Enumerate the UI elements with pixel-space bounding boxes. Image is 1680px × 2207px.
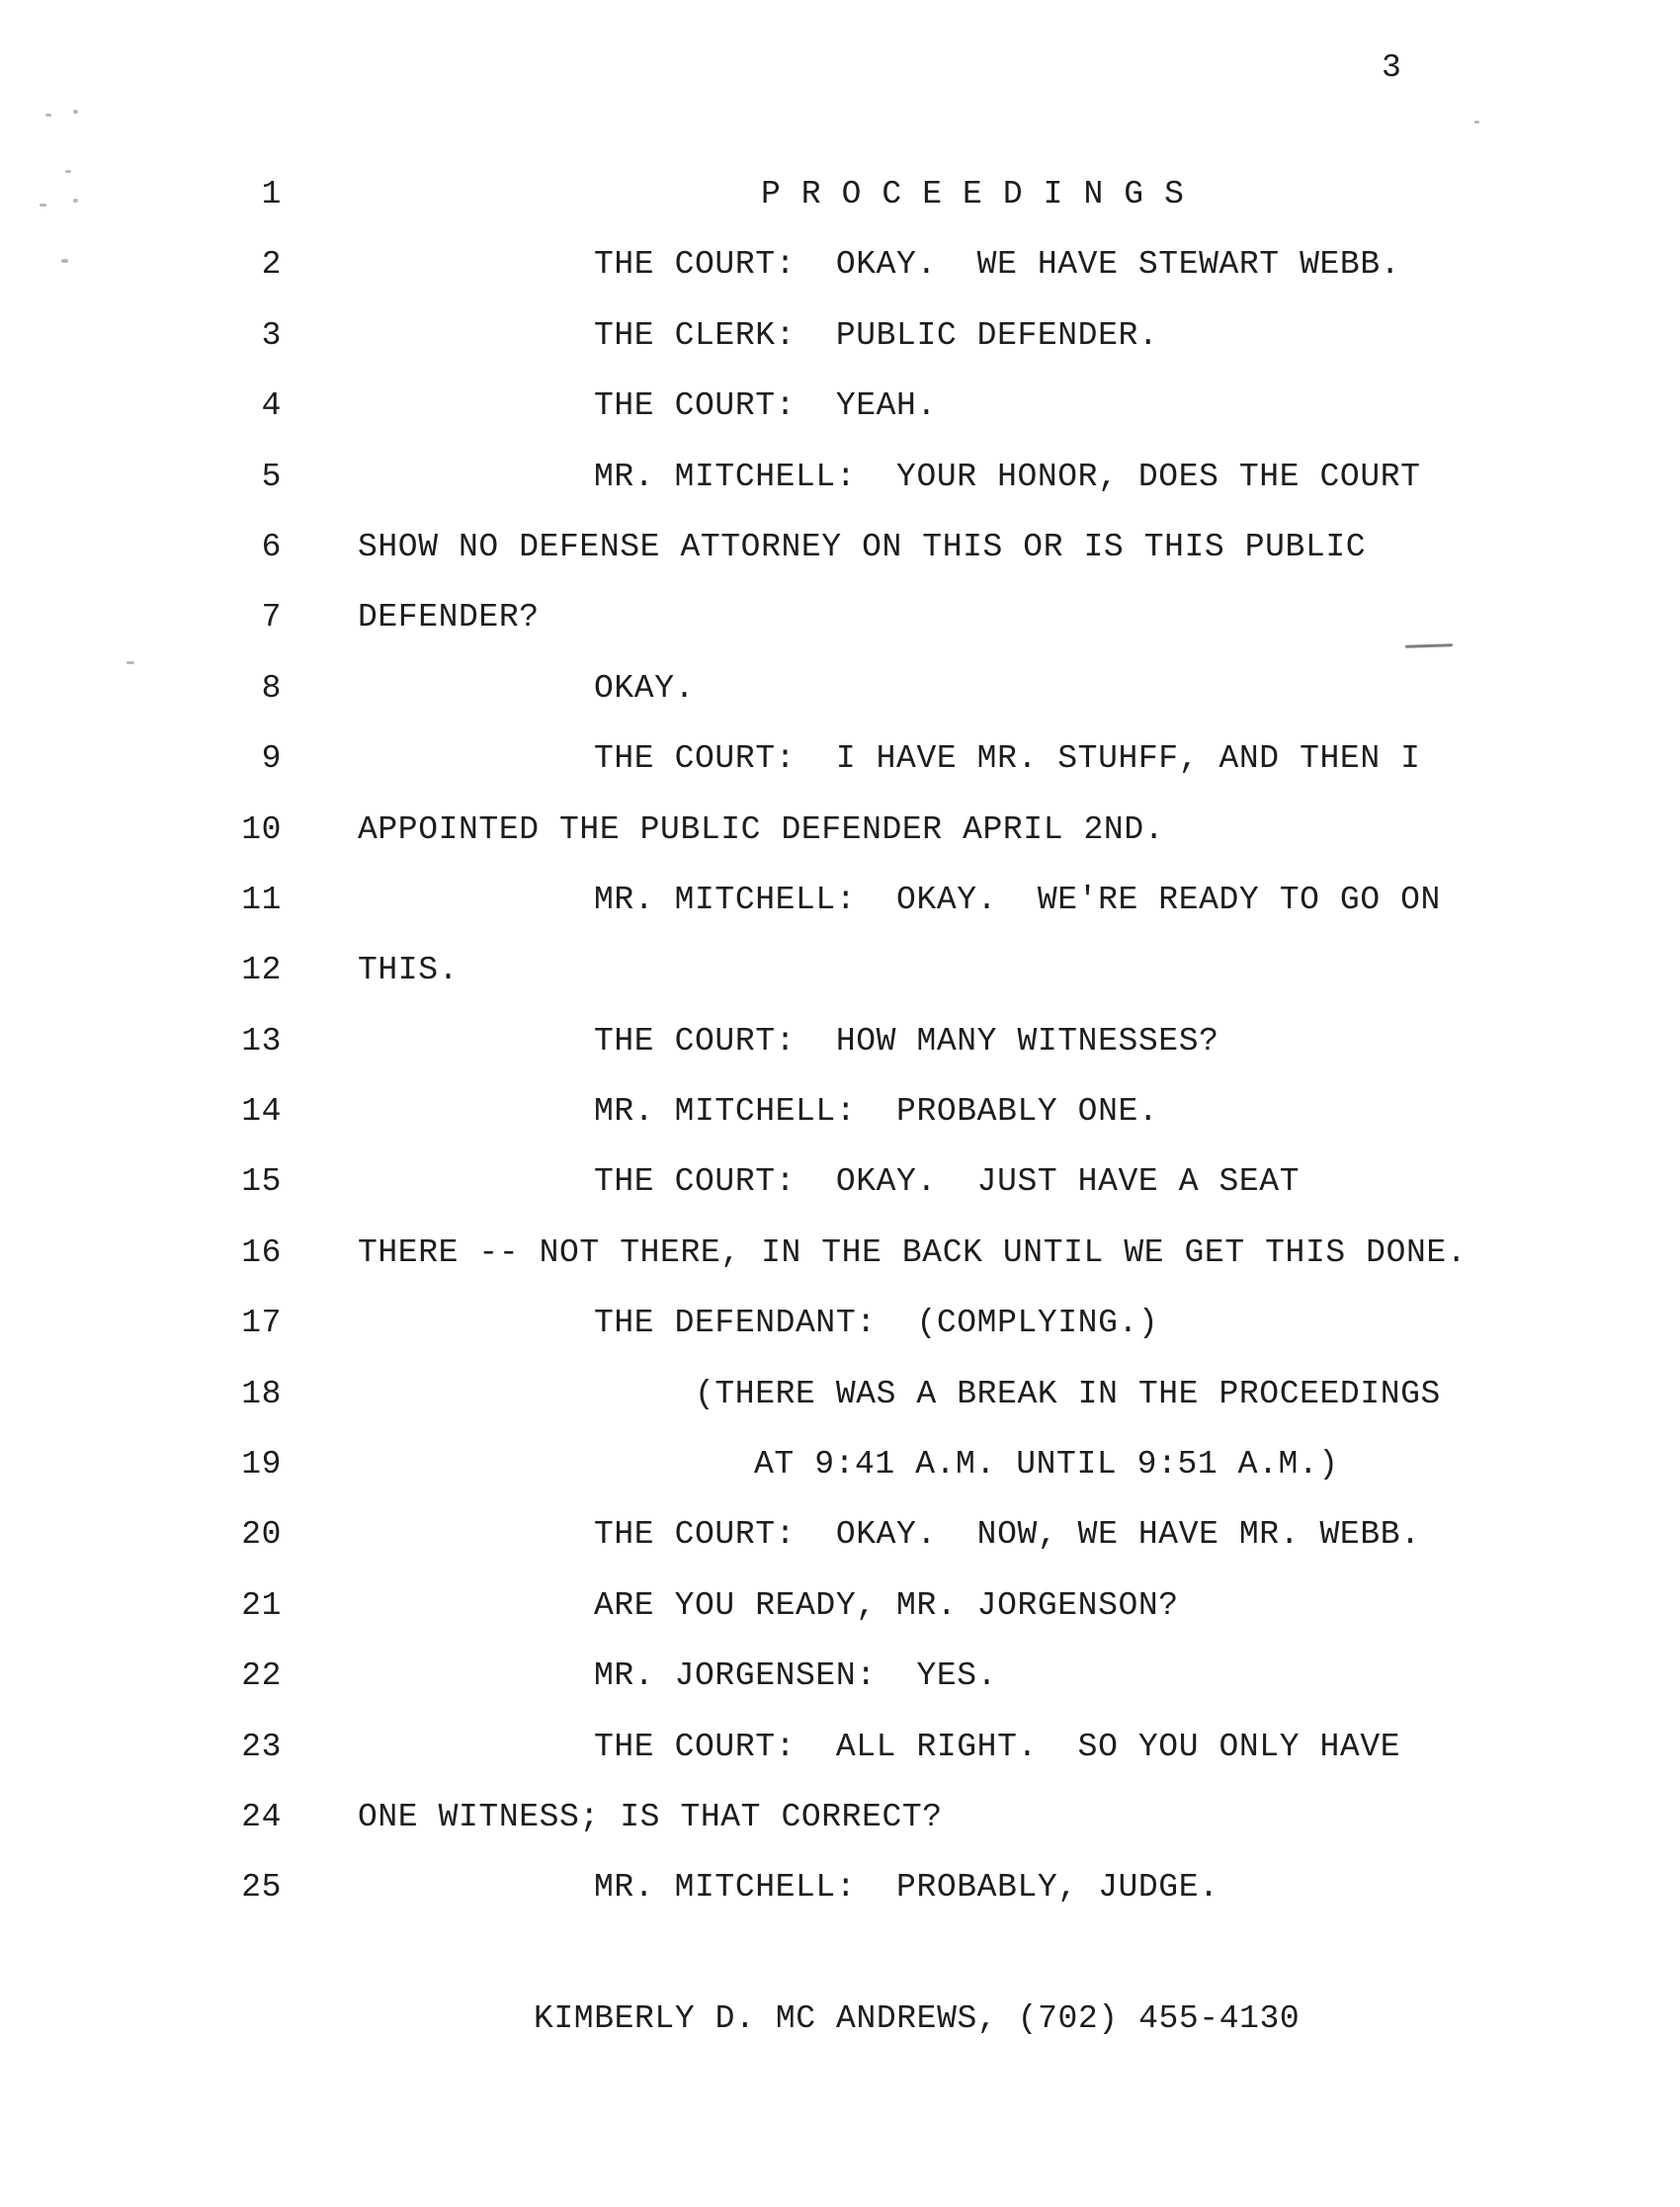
line-number: 11 bbox=[241, 881, 282, 918]
line-text: MR. MITCHELL: PROBABLY ONE. bbox=[594, 1093, 1159, 1131]
transcript-line bbox=[0, 459, 1680, 529]
line-text: DEFENDER? bbox=[358, 599, 540, 637]
line-number: 7 bbox=[261, 599, 282, 637]
transcript-line bbox=[0, 387, 1680, 458]
transcript-line bbox=[0, 882, 1680, 952]
line-text: MR. MITCHELL: PROBABLY, JUDGE. bbox=[594, 1869, 1219, 1907]
line-text: ARE YOU READY, MR. JORGENSON? bbox=[594, 1586, 1179, 1624]
scan-artifact bbox=[1474, 121, 1479, 124]
line-text: THE CLERK: PUBLIC DEFENDER. bbox=[594, 316, 1159, 354]
reporter-footer: KIMBERLY D. MC ANDREWS, (702) 455-4130 bbox=[534, 2000, 1301, 2037]
line-number: 12 bbox=[241, 952, 282, 989]
line-number: 10 bbox=[241, 810, 282, 848]
line-text: THE COURT: YEAH. bbox=[594, 387, 937, 425]
transcript-line bbox=[0, 1869, 1680, 1939]
line-number: 6 bbox=[261, 528, 282, 565]
transcript-line bbox=[0, 952, 1680, 1022]
line-number: 4 bbox=[261, 387, 282, 425]
line-number: 15 bbox=[241, 1163, 282, 1201]
line-text: SHOW NO DEFENSE ATTORNEY ON THIS OR IS THIS PUBLIC bbox=[358, 528, 1367, 565]
transcript-line bbox=[0, 529, 1680, 599]
line-number: 14 bbox=[241, 1093, 282, 1131]
transcript-line bbox=[0, 1729, 1680, 1799]
scan-artifact bbox=[73, 110, 78, 114]
line-text: THERE -- NOT THERE, IN THE BACK UNTIL WE GET THIS DONE. bbox=[358, 1233, 1468, 1271]
line-text: THE COURT: OKAY. WE HAVE STEWART WEBB. bbox=[594, 246, 1401, 284]
page-number: 3 bbox=[1382, 49, 1402, 86]
transcript-line bbox=[0, 811, 1680, 882]
transcript-line bbox=[0, 670, 1680, 740]
line-number: 16 bbox=[241, 1233, 282, 1271]
line-number: 24 bbox=[241, 1798, 282, 1835]
transcript-line bbox=[0, 1305, 1680, 1375]
transcript-line bbox=[0, 599, 1680, 669]
transcript-line bbox=[0, 1376, 1680, 1446]
line-text: OKAY. bbox=[594, 669, 696, 707]
scan-artifact bbox=[65, 170, 71, 173]
line-text: THE DEFENDANT: (COMPLYING.) bbox=[594, 1305, 1159, 1342]
transcript-line bbox=[0, 1516, 1680, 1586]
transcript-line bbox=[0, 1446, 1680, 1516]
transcript-line bbox=[0, 1657, 1680, 1728]
transcript-line bbox=[0, 317, 1680, 387]
line-number: 5 bbox=[261, 458, 282, 495]
line-text: P R O C E E D I N G S bbox=[761, 176, 1185, 212]
scan-artifact bbox=[40, 204, 46, 207]
line-text: THE COURT: OKAY. JUST HAVE A SEAT bbox=[594, 1163, 1301, 1201]
transcript-line bbox=[0, 1587, 1680, 1657]
transcript-line bbox=[0, 1023, 1680, 1093]
transcript-line bbox=[0, 176, 1680, 246]
line-number: 2 bbox=[261, 246, 282, 284]
line-text: MR. JORGENSEN: YES. bbox=[594, 1657, 998, 1695]
line-text: MR. MITCHELL: OKAY. WE'RE READY TO GO ON bbox=[594, 881, 1441, 918]
line-number: 20 bbox=[241, 1516, 282, 1554]
line-text: THIS. bbox=[358, 952, 460, 989]
scan-artifact bbox=[73, 199, 78, 203]
scan-artifact bbox=[126, 661, 134, 664]
line-number: 23 bbox=[241, 1728, 282, 1765]
transcript-line bbox=[0, 740, 1680, 810]
line-text: (THERE WAS A BREAK IN THE PROCEEDINGS bbox=[695, 1375, 1441, 1412]
line-text: THE COURT: HOW MANY WITNESSES? bbox=[594, 1022, 1219, 1060]
transcript-line bbox=[0, 246, 1680, 316]
transcript-line bbox=[0, 1799, 1680, 1869]
line-number: 21 bbox=[241, 1586, 282, 1624]
transcript-line bbox=[0, 1163, 1680, 1233]
scan-artifact bbox=[61, 259, 68, 263]
line-text: THE COURT: I HAVE MR. STUHFF, AND THEN I bbox=[594, 740, 1421, 778]
transcript-lines bbox=[0, 176, 1680, 1940]
line-number: 17 bbox=[241, 1305, 282, 1342]
line-number: 1 bbox=[261, 176, 282, 212]
line-number: 9 bbox=[261, 740, 282, 778]
line-number: 13 bbox=[241, 1022, 282, 1060]
line-number: 8 bbox=[261, 669, 282, 707]
line-text: AT 9:41 A.M. UNTIL 9:51 A.M.) bbox=[754, 1446, 1339, 1484]
line-number: 25 bbox=[241, 1869, 282, 1907]
line-number: 18 bbox=[241, 1375, 282, 1412]
line-text: ONE WITNESS; IS THAT CORRECT? bbox=[358, 1798, 943, 1835]
transcript-line bbox=[0, 1234, 1680, 1305]
transcript-line bbox=[0, 1093, 1680, 1163]
line-text: THE COURT: OKAY. NOW, WE HAVE MR. WEBB. bbox=[594, 1516, 1421, 1554]
line-number: 19 bbox=[241, 1446, 282, 1484]
line-text: THE COURT: ALL RIGHT. SO YOU ONLY HAVE bbox=[594, 1728, 1401, 1765]
line-number: 3 bbox=[261, 316, 282, 354]
line-text: MR. MITCHELL: YOUR HONOR, DOES THE COURT bbox=[594, 458, 1421, 495]
line-text: APPOINTED THE PUBLIC DEFENDER APRIL 2ND. bbox=[358, 810, 1165, 848]
line-number: 22 bbox=[241, 1657, 282, 1695]
scan-artifact bbox=[45, 114, 51, 117]
